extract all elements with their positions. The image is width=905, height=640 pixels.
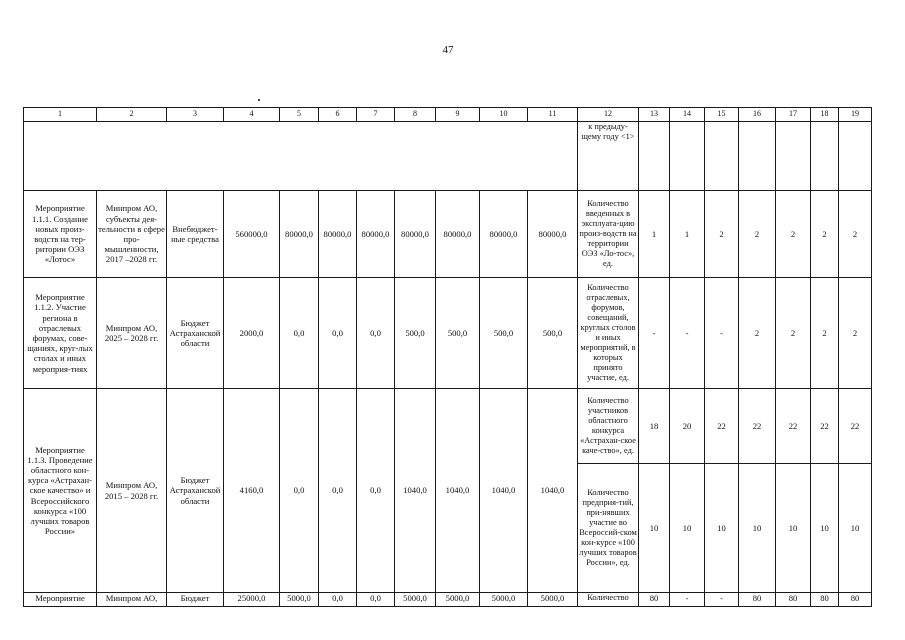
continuation-text: к предыду-щему году <1> <box>578 122 639 191</box>
col-header: 14 <box>670 108 705 122</box>
col-header: 9 <box>436 108 480 122</box>
value-cell: 25000,0 <box>224 593 280 607</box>
target-cell: - <box>639 278 670 389</box>
col-header: 17 <box>776 108 811 122</box>
target-cell: - <box>705 278 739 389</box>
target-cell: 2 <box>776 278 811 389</box>
value-cell: 560000,0 <box>224 191 280 278</box>
source-cell: Бюджет Астраханской области <box>167 278 224 389</box>
col-header: 10 <box>480 108 528 122</box>
target-cell: 10 <box>811 464 839 593</box>
empty-cell <box>839 122 872 191</box>
value-cell: 500,0 <box>528 278 578 389</box>
target-cell: 22 <box>739 389 776 464</box>
target-cell: 80 <box>811 593 839 607</box>
value-cell: 80000,0 <box>280 191 319 278</box>
target-cell: 18 <box>639 389 670 464</box>
col-header: 11 <box>528 108 578 122</box>
value-cell: 0,0 <box>319 389 357 593</box>
table-row <box>24 389 872 464</box>
target-cell: 10 <box>705 464 739 593</box>
col-header: 4 <box>224 108 280 122</box>
value-cell: 1040,0 <box>528 389 578 593</box>
target-cell: 22 <box>705 389 739 464</box>
value-cell: 80000,0 <box>480 191 528 278</box>
target-cell: 2 <box>839 191 872 278</box>
target-cell: 2 <box>839 278 872 389</box>
target-cell: 10 <box>670 464 705 593</box>
target-cell: 80 <box>776 593 811 607</box>
value-cell: 5000,0 <box>528 593 578 607</box>
target-cell: 10 <box>739 464 776 593</box>
value-cell: 0,0 <box>319 278 357 389</box>
col-header: 12 <box>578 108 639 122</box>
target-cell: 1 <box>639 191 670 278</box>
target-cell: 10 <box>839 464 872 593</box>
measure-cell: Мероприятие 1.1.2. Участие региона в отраслевых форумах, сове-щаниях, круг-лых столах и иных мероприя-тиях <box>24 278 97 389</box>
empty-merged-cell <box>24 122 578 191</box>
value-cell: 0,0 <box>280 278 319 389</box>
empty-cell <box>639 122 670 191</box>
empty-cell <box>739 122 776 191</box>
col-header: 7 <box>357 108 395 122</box>
value-cell: 0,0 <box>280 389 319 593</box>
target-cell: 2 <box>811 191 839 278</box>
target-cell: 10 <box>639 464 670 593</box>
target-cell: 80 <box>639 593 670 607</box>
col-header: 3 <box>167 108 224 122</box>
target-cell: 22 <box>811 389 839 464</box>
col-header: 18 <box>811 108 839 122</box>
measure-cell: Мероприятие <box>24 593 97 607</box>
target-cell: 2 <box>776 191 811 278</box>
target-cell: 22 <box>776 389 811 464</box>
value-cell: 5000,0 <box>480 593 528 607</box>
col-header: 19 <box>839 108 872 122</box>
value-cell: 0,0 <box>319 593 357 607</box>
empty-cell <box>705 122 739 191</box>
value-cell: 500,0 <box>436 278 480 389</box>
empty-cell <box>776 122 811 191</box>
table-row <box>24 278 872 389</box>
source-cell: Бюджет <box>167 593 224 607</box>
col-header: 2 <box>97 108 167 122</box>
value-cell: 1040,0 <box>480 389 528 593</box>
value-cell: 80000,0 <box>319 191 357 278</box>
header-row <box>24 108 872 122</box>
target-cell: - <box>670 593 705 607</box>
value-cell: 5000,0 <box>395 593 436 607</box>
executor-cell: Минпром АО, субъекты дея-тельности в сфере про-мышленности, 2017 –2028 гг. <box>97 191 167 278</box>
measure-cell: Мероприятие 1.1.1. Создание новых произ-водств на тер-ритории ОЭЗ «Лотос» <box>24 191 97 278</box>
indicator-cell: Количество предприя-тий, при-нявших участие во Всероссий-ском кон-курсе «100 лучших товаров России», ед. <box>578 464 639 593</box>
col-header: 8 <box>395 108 436 122</box>
target-cell: 1 <box>670 191 705 278</box>
indicator-cell: Количество введенных в эксплуата-цию произ-водств на территории ОЭЗ «Ло-тос», ед. <box>578 191 639 278</box>
value-cell: 5000,0 <box>280 593 319 607</box>
value-cell: 2000,0 <box>224 278 280 389</box>
target-cell: - <box>705 593 739 607</box>
executor-cell: Минпром АО, 2025 – 2028 гг. <box>97 278 167 389</box>
empty-cell <box>670 122 705 191</box>
target-cell: 20 <box>670 389 705 464</box>
indicator-cell: Количество отраслевых, форумов, совещаний, круглых столов и иных мероприятий, в которых принято участие, ед. <box>578 278 639 389</box>
value-cell: 500,0 <box>395 278 436 389</box>
target-cell: 22 <box>839 389 872 464</box>
program-table <box>23 107 872 607</box>
col-header: 6 <box>319 108 357 122</box>
value-cell: 4160,0 <box>224 389 280 593</box>
target-cell: 2 <box>705 191 739 278</box>
value-cell: 1040,0 <box>436 389 480 593</box>
col-header: 5 <box>280 108 319 122</box>
continuation-row <box>24 122 872 191</box>
source-cell: Бюджет Астраханской области <box>167 389 224 593</box>
col-header: 16 <box>739 108 776 122</box>
value-cell: 500,0 <box>480 278 528 389</box>
target-cell: 2 <box>739 191 776 278</box>
col-header: 15 <box>705 108 739 122</box>
source-cell: Внебюджет-ные средства <box>167 191 224 278</box>
target-cell: - <box>670 278 705 389</box>
target-cell: 10 <box>776 464 811 593</box>
value-cell: 0,0 <box>357 278 395 389</box>
value-cell: 0,0 <box>357 593 395 607</box>
value-cell: 5000,0 <box>436 593 480 607</box>
scan-speck <box>258 99 260 101</box>
target-cell: 80 <box>839 593 872 607</box>
measure-cell: Мероприятие 1.1.3. Проведение областного кон-курса «Астрахан-ское качество» и Всероссийского конкурса «100 лучших товаров России» <box>24 389 97 593</box>
value-cell: 80000,0 <box>357 191 395 278</box>
indicator-cell: Количество <box>578 593 639 607</box>
target-cell: 80 <box>739 593 776 607</box>
value-cell: 1040,0 <box>395 389 436 593</box>
table-row <box>24 593 872 607</box>
table-row <box>24 191 872 278</box>
value-cell: 80000,0 <box>436 191 480 278</box>
executor-cell: Минпром АО, <box>97 593 167 607</box>
value-cell: 80000,0 <box>528 191 578 278</box>
indicator-cell: Количество участников областного конкурса «Астрахан-ское каче-ство», ед. <box>578 389 639 464</box>
page-number: 47 <box>442 44 454 56</box>
target-cell: 2 <box>811 278 839 389</box>
empty-cell <box>811 122 839 191</box>
value-cell: 80000,0 <box>395 191 436 278</box>
value-cell: 0,0 <box>357 389 395 593</box>
executor-cell: Минпром АО, 2015 – 2028 гг. <box>97 389 167 593</box>
target-cell: 2 <box>739 278 776 389</box>
col-header: 1 <box>24 108 97 122</box>
col-header: 13 <box>639 108 670 122</box>
